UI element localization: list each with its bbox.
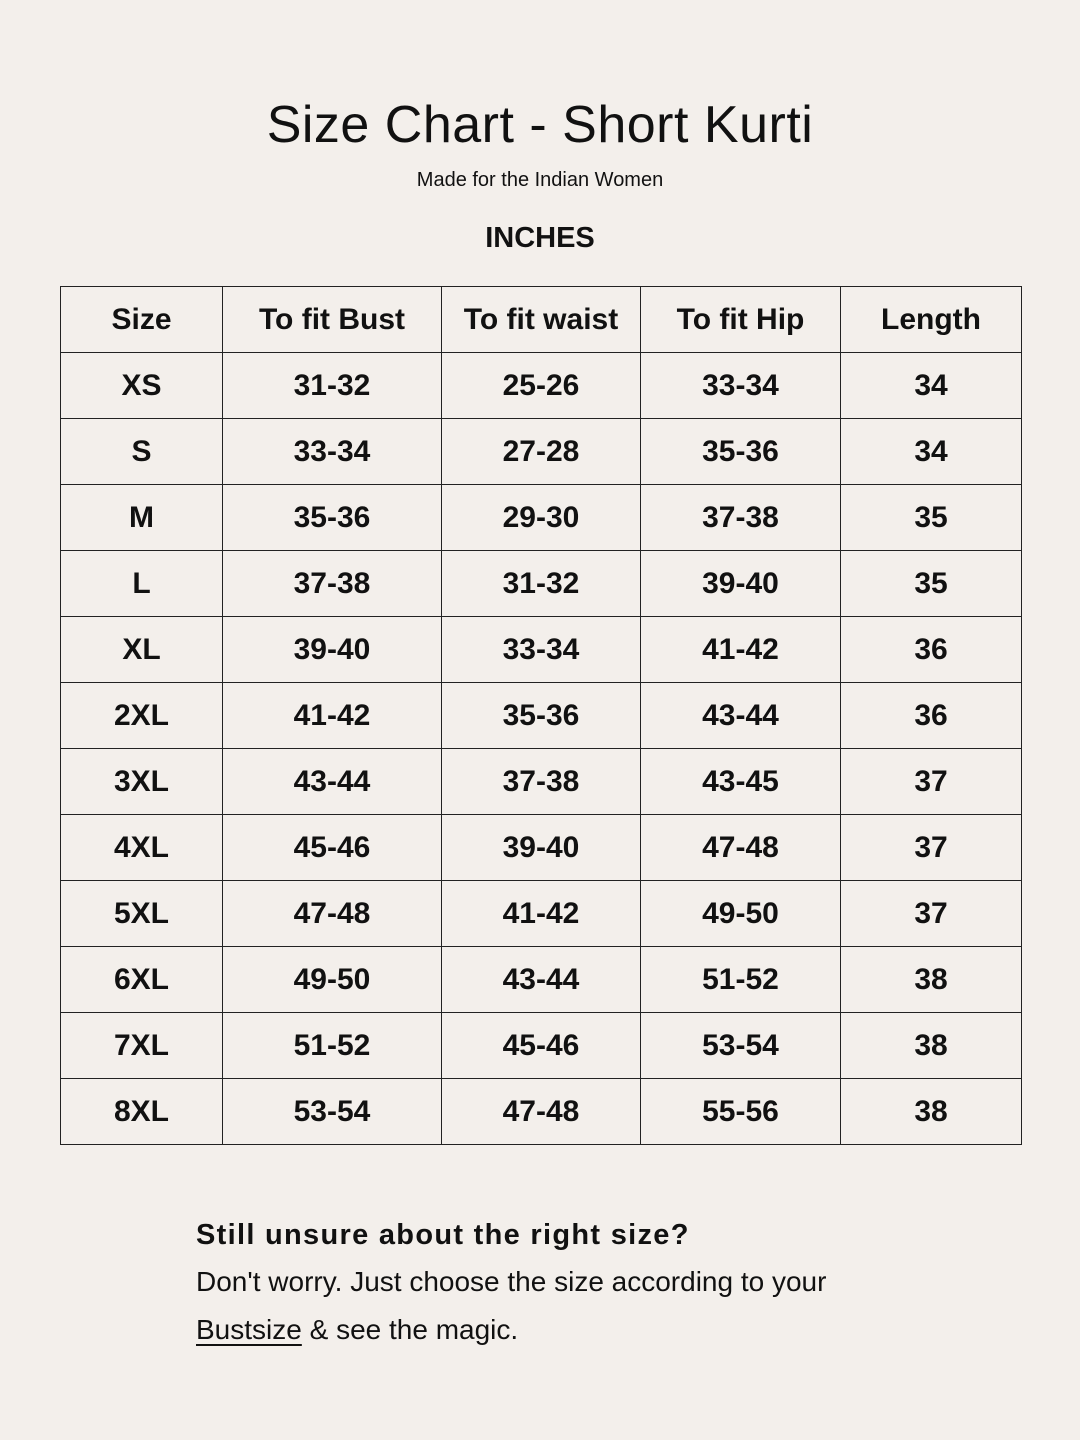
table-row <box>61 881 1022 947</box>
table-row <box>61 419 1022 485</box>
cell-length: 38 <box>841 1013 1022 1079</box>
cell-length: 36 <box>841 683 1022 749</box>
column-header-size: Size <box>61 287 223 353</box>
unit-label: INCHES <box>485 222 595 254</box>
cell-bust: 49-50 <box>223 947 442 1013</box>
cell-length: 37 <box>841 881 1022 947</box>
cell-size: 8XL <box>61 1079 223 1145</box>
cell-size: 6XL <box>61 947 223 1013</box>
table-row <box>61 551 1022 617</box>
table-body <box>61 353 1022 1145</box>
cell-size: S <box>61 419 223 485</box>
cell-length: 34 <box>841 353 1022 419</box>
cell-hip: 33-34 <box>641 353 841 419</box>
cell-waist: 45-46 <box>442 1013 641 1079</box>
size-help-note <box>196 1212 1016 1354</box>
cell-bust: 35-36 <box>223 485 442 551</box>
cell-waist: 33-34 <box>442 617 641 683</box>
note-line-2-rest: & see the magic. <box>301 1314 519 1345</box>
cell-waist: 39-40 <box>442 815 641 881</box>
cell-bust: 47-48 <box>223 881 442 947</box>
cell-size: XS <box>61 353 223 419</box>
cell-hip: 41-42 <box>641 617 841 683</box>
cell-hip: 47-48 <box>641 815 841 881</box>
table-header-row <box>61 287 1022 353</box>
cell-hip: 43-45 <box>641 749 841 815</box>
cell-size: 7XL <box>61 1013 223 1079</box>
cell-waist: 25-26 <box>442 353 641 419</box>
cell-hip: 35-36 <box>641 419 841 485</box>
cell-bust: 53-54 <box>223 1079 442 1145</box>
column-header-waist: To fit waist <box>442 287 641 353</box>
cell-length: 37 <box>841 815 1022 881</box>
cell-bust: 51-52 <box>223 1013 442 1079</box>
cell-hip: 53-54 <box>641 1013 841 1079</box>
table-row <box>61 1079 1022 1145</box>
cell-bust: 41-42 <box>223 683 442 749</box>
note-line-2 <box>196 1306 1016 1354</box>
cell-waist: 29-30 <box>442 485 641 551</box>
cell-waist: 41-42 <box>442 881 641 947</box>
cell-length: 37 <box>841 749 1022 815</box>
cell-bust: 45-46 <box>223 815 442 881</box>
cell-size: 3XL <box>61 749 223 815</box>
table-row <box>61 815 1022 881</box>
cell-length: 35 <box>841 485 1022 551</box>
cell-size: M <box>61 485 223 551</box>
cell-waist: 43-44 <box>442 947 641 1013</box>
cell-hip: 37-38 <box>641 485 841 551</box>
cell-waist: 47-48 <box>442 1079 641 1145</box>
cell-hip: 51-52 <box>641 947 841 1013</box>
table-row <box>61 353 1022 419</box>
cell-bust: 43-44 <box>223 749 442 815</box>
cell-size: 4XL <box>61 815 223 881</box>
cell-length: 38 <box>841 1079 1022 1145</box>
table-row <box>61 947 1022 1013</box>
cell-size: 2XL <box>61 683 223 749</box>
cell-bust: 33-34 <box>223 419 442 485</box>
note-heading: Still unsure about the right size? <box>196 1219 690 1251</box>
bustsize-link[interactable]: Bustsize <box>196 1314 302 1345</box>
cell-bust: 31-32 <box>223 353 442 419</box>
cell-length: 38 <box>841 947 1022 1013</box>
cell-waist: 37-38 <box>442 749 641 815</box>
cell-waist: 35-36 <box>442 683 641 749</box>
size-chart-table <box>60 286 1022 1145</box>
cell-length: 36 <box>841 617 1022 683</box>
table-row <box>61 749 1022 815</box>
cell-size: L <box>61 551 223 617</box>
cell-size: XL <box>61 617 223 683</box>
table-row <box>61 683 1022 749</box>
table-row <box>61 1013 1022 1079</box>
cell-waist: 27-28 <box>442 419 641 485</box>
table-row <box>61 485 1022 551</box>
table-row <box>61 617 1022 683</box>
cell-hip: 49-50 <box>641 881 841 947</box>
column-header-length: Length <box>841 287 1022 353</box>
column-header-hip: To fit Hip <box>641 287 841 353</box>
cell-bust: 39-40 <box>223 617 442 683</box>
column-header-bust: To fit Bust <box>223 287 442 353</box>
page-title: Size Chart - Short Kurti <box>266 96 814 154</box>
cell-bust: 37-38 <box>223 551 442 617</box>
page-subtitle: Made for the Indian Women <box>416 169 664 191</box>
note-line-1: Don't worry. Just choose the size according to your <box>196 1266 827 1297</box>
cell-length: 34 <box>841 419 1022 485</box>
cell-hip: 43-44 <box>641 683 841 749</box>
cell-length: 35 <box>841 551 1022 617</box>
cell-waist: 31-32 <box>442 551 641 617</box>
cell-hip: 39-40 <box>641 551 841 617</box>
cell-hip: 55-56 <box>641 1079 841 1145</box>
cell-size: 5XL <box>61 881 223 947</box>
